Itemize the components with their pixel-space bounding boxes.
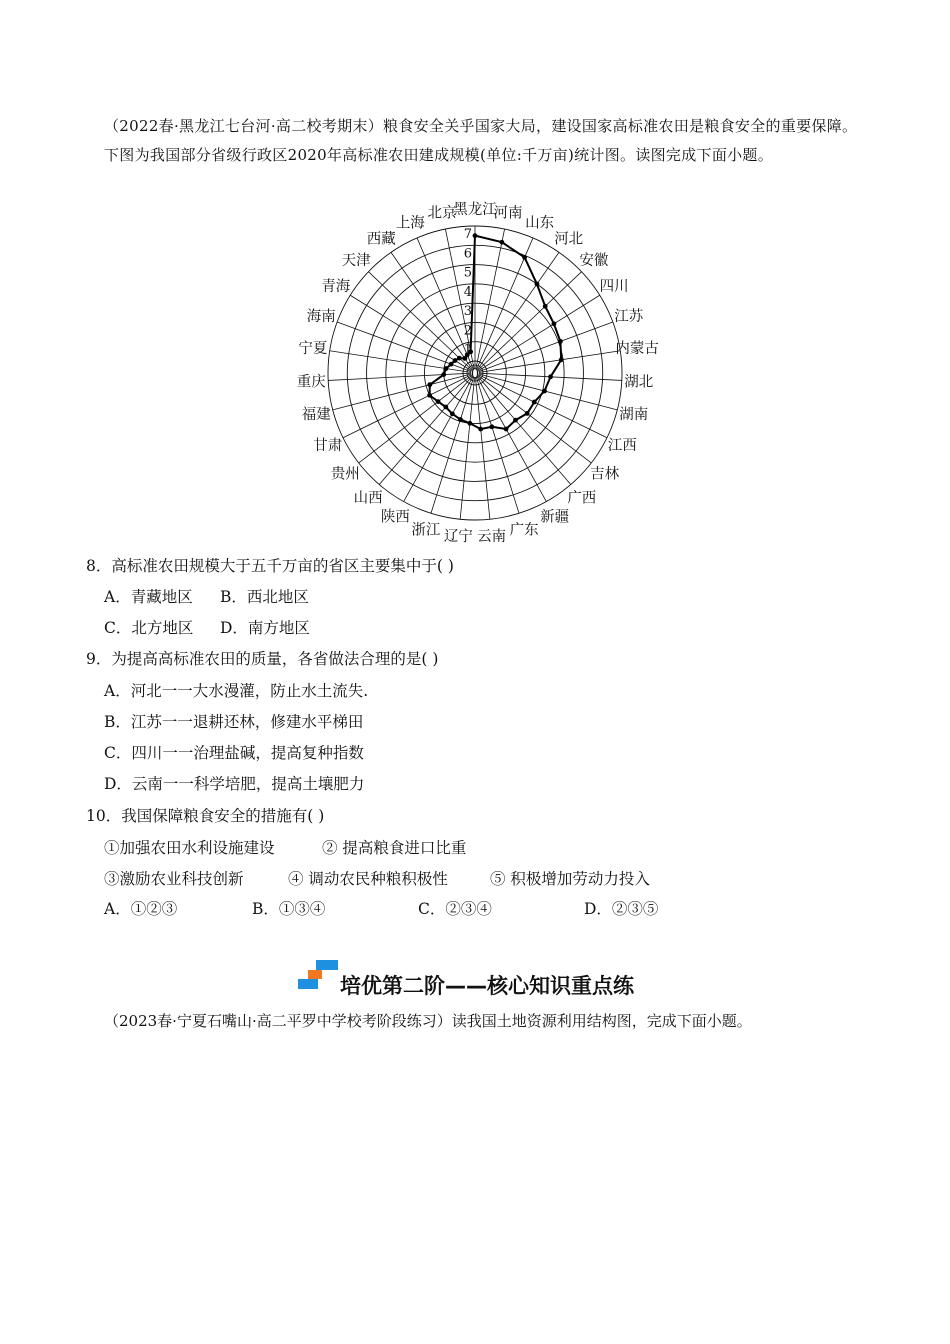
section-title: 培优第二阶——核心知识重点练 xyxy=(340,974,634,998)
intro-source: （2022春·黑龙江七台河·高二校考期末） xyxy=(104,117,384,135)
category-label: 江西 xyxy=(607,438,637,455)
category-label: 北京 xyxy=(427,205,457,222)
data-point xyxy=(427,382,432,387)
section-icon xyxy=(298,958,340,992)
data-point xyxy=(478,427,483,432)
grid-spoke xyxy=(476,229,505,369)
q8-option-b[interactable]: B．西北地区 xyxy=(220,588,309,606)
q10-item-5: ⑤ 积极增加劳动力投入 xyxy=(490,870,650,888)
grid-spoke xyxy=(477,376,546,501)
category-label: 湖北 xyxy=(624,374,654,391)
data-point xyxy=(457,356,462,361)
category-label: 陕西 xyxy=(380,509,410,526)
q10-item-3: ③激励农业科技创新 xyxy=(104,870,244,888)
data-point xyxy=(467,421,472,426)
grid-spoke xyxy=(391,252,473,369)
data-point xyxy=(458,417,463,422)
category-label: 山西 xyxy=(353,490,383,507)
data-point xyxy=(525,411,530,416)
category-label: 福建 xyxy=(301,407,331,424)
data-point xyxy=(443,405,448,410)
q10-item-2: ② 提高粮食进口比重 xyxy=(322,839,467,857)
grid-spoke xyxy=(479,322,613,372)
category-label: 天津 xyxy=(341,253,371,270)
data-point xyxy=(449,362,454,367)
data-point xyxy=(499,240,504,245)
grid-spoke xyxy=(368,272,472,371)
data-point xyxy=(552,321,557,326)
q8-option-a[interactable]: A．青藏地区 xyxy=(104,588,193,606)
category-label: 上海 xyxy=(395,215,425,232)
series-line xyxy=(430,236,562,430)
category-label: 重庆 xyxy=(296,374,326,391)
data-point xyxy=(548,374,553,379)
tick-label: 3 xyxy=(463,304,472,320)
q9-option-d[interactable]: D．云南一一科学培肥，提高土壤肥力 xyxy=(104,775,365,793)
category-label: 吉林 xyxy=(590,466,620,483)
intro-text: 粮食安全关乎国家大局，建设国家高标准农田是粮食安全的重要保障。下图为我国部分省级行政区2020年高标准农田建成规模(单位:千万亩)统计图。读图完成下面小题。 xyxy=(104,117,858,164)
category-label: 河南 xyxy=(493,205,523,222)
grid-spoke xyxy=(379,376,472,485)
tick-label: 7 xyxy=(463,227,472,242)
tick-label: 4 xyxy=(463,284,472,300)
category-label: 山东 xyxy=(525,215,555,232)
category-label: 云南 xyxy=(477,529,507,546)
q10-option-c[interactable]: C．②③④ xyxy=(418,900,492,918)
category-label: 浙江 xyxy=(411,522,441,539)
intro-paragraph xyxy=(104,112,864,170)
category-label: 湖南 xyxy=(619,407,649,424)
q10-option-d[interactable]: D．②③⑤ xyxy=(584,900,659,918)
data-point xyxy=(542,389,547,394)
category-label: 广东 xyxy=(509,522,539,539)
data-point xyxy=(513,418,518,423)
category-label: 甘肃 xyxy=(313,438,343,455)
tick-label: 0 xyxy=(470,367,480,382)
data-point xyxy=(444,366,449,371)
q10-option-a[interactable]: A．①②③ xyxy=(104,900,178,918)
category-label: 河北 xyxy=(554,231,584,248)
q9-option-b[interactable]: B．江苏一一退耕还林，修建水平梯田 xyxy=(104,713,364,731)
question-8-stem: 8．高标准农田规模大于五千万亩的省区主要集中于( ) xyxy=(86,557,454,575)
category-label: 内蒙古 xyxy=(615,341,659,358)
category-label: 青海 xyxy=(321,279,351,296)
grid-spoke xyxy=(478,272,582,371)
grid-spoke xyxy=(404,376,473,501)
category-label: 辽宁 xyxy=(443,529,473,546)
question-10-stem: 10．我国保障粮食安全的措施有( ) xyxy=(86,807,325,825)
q9-option-a[interactable]: A．河北一一大水漫灌，防止水土流失. xyxy=(104,682,369,700)
q8-option-c[interactable]: C．北方地区 xyxy=(104,619,194,637)
q9-option-c[interactable]: C．四川一一治理盐碱，提高复种指数 xyxy=(104,744,364,762)
question-9-stem: 9．为提高高标准农田的质量，各省做法合理的是( ) xyxy=(86,650,439,668)
tick-label: 1 xyxy=(463,342,472,358)
data-point xyxy=(453,358,458,363)
q10-item-4: ④ 调动农民种粮积极性 xyxy=(288,870,448,888)
q10-item-1: ①加强农田水利设施建设 xyxy=(104,839,275,857)
category-label: 黑龙江 xyxy=(453,202,497,218)
category-label: 安徽 xyxy=(579,253,609,270)
tick-label: 6 xyxy=(463,246,472,262)
data-point xyxy=(436,399,441,404)
data-point xyxy=(489,424,494,429)
category-label: 海南 xyxy=(306,309,336,326)
q8-option-d[interactable]: D．南方地区 xyxy=(220,619,310,637)
category-label: 贵州 xyxy=(330,466,360,483)
radar-chart xyxy=(270,196,690,546)
section-intro: （2023春·宁夏石嘴山·高二平罗中学校考阶段练习）读我国土地资源利用结构图，完成下面小题。 xyxy=(104,1012,752,1030)
category-label: 宁夏 xyxy=(298,341,328,358)
data-point xyxy=(558,339,563,344)
grid-spoke xyxy=(343,375,471,438)
category-label: 广西 xyxy=(567,490,597,507)
data-point xyxy=(504,427,509,432)
data-point xyxy=(559,357,564,362)
data-point xyxy=(473,233,478,238)
tick-label: 5 xyxy=(463,265,472,281)
grid-spoke xyxy=(478,376,571,485)
data-point xyxy=(427,393,432,398)
data-point xyxy=(450,411,455,416)
category-label: 江苏 xyxy=(614,309,644,326)
category-label: 四川 xyxy=(599,279,629,296)
data-point xyxy=(522,255,527,260)
data-point xyxy=(535,282,540,287)
q10-option-b[interactable]: B．①③④ xyxy=(252,900,326,918)
category-label: 西藏 xyxy=(366,231,396,248)
data-point xyxy=(532,400,537,405)
data-point xyxy=(543,304,548,309)
tick-label: 2 xyxy=(463,323,472,339)
data-point xyxy=(441,372,446,377)
category-label: 新疆 xyxy=(540,509,570,526)
